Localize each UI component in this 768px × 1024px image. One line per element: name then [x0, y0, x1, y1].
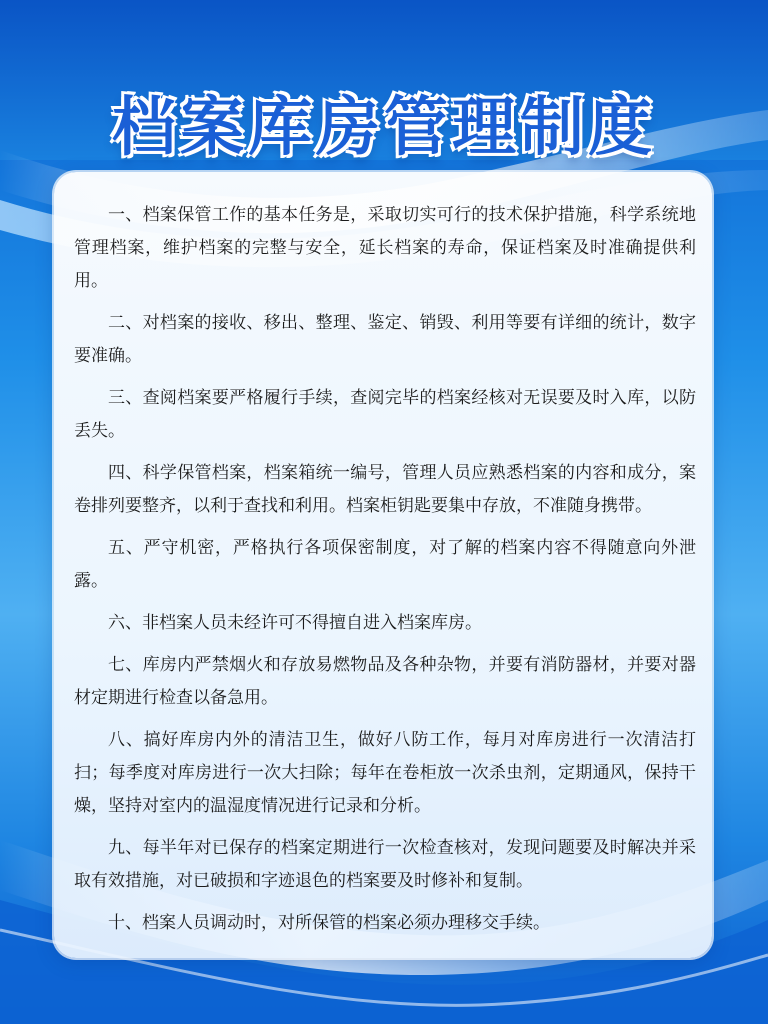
regulation-item-10: 十、档案人员调动时，对所保管的档案必须办理移交手续。 [108, 913, 550, 933]
regulation-item-5: 五、严守机密，严格执行各项保密制度，对了解的档案内容不得随意向外泄露。 [74, 538, 696, 591]
page-title: 档案库房管理制度 [112, 91, 656, 165]
regulation-list [74, 199, 696, 949]
regulation-item-4: 四、科学保管档案，档案箱统一编号，管理人员应熟悉档案的内容和成分，案卷排列要整齐，以利于查找和利用。档案柜钥匙要集中存放，不准随身携带。 [74, 463, 696, 516]
regulation-item-6: 六、非档案人员未经许可不得擅自进入档案库房。 [108, 613, 482, 633]
regulation-item-8: 八、搞好库房内外的清洁卫生，做好八防工作，每月对库房进行一次清洁打扫；每季度对库房进行一次大扫除；每年在卷柜放一次杀虫剂，定期通风，保持干燥，坚持对室内的温湿度情况进行记录和分析。 [74, 730, 696, 816]
regulation-item-7: 七、库房内严禁烟火和存放易燃物品及各种杂物，并要有消防器材，并要对器材定期进行检查以备急用。 [74, 655, 696, 708]
regulation-item-2: 二、对档案的接收、移出、整理、鉴定、销毁、利用等要有详细的统计，数字要准确。 [74, 313, 696, 366]
regulation-item-9: 九、每半年对已保存的档案定期进行一次检查核对，发现问题要及时解决并采取有效措施，对已破损和字迹退色的档案要及时修补和复制。 [74, 838, 696, 891]
regulation-item-3: 三、查阅档案要严格履行手续，查阅完毕的档案经核对无误要及时入库，以防丢失。 [74, 388, 696, 441]
regulation-item-1: 一、档案保管工作的基本任务是，采取切实可行的技术保护措施，科学系统地管理档案，维护档案的完整与安全，延长档案的寿命，保证档案及时准确提供利用。 [74, 205, 696, 291]
